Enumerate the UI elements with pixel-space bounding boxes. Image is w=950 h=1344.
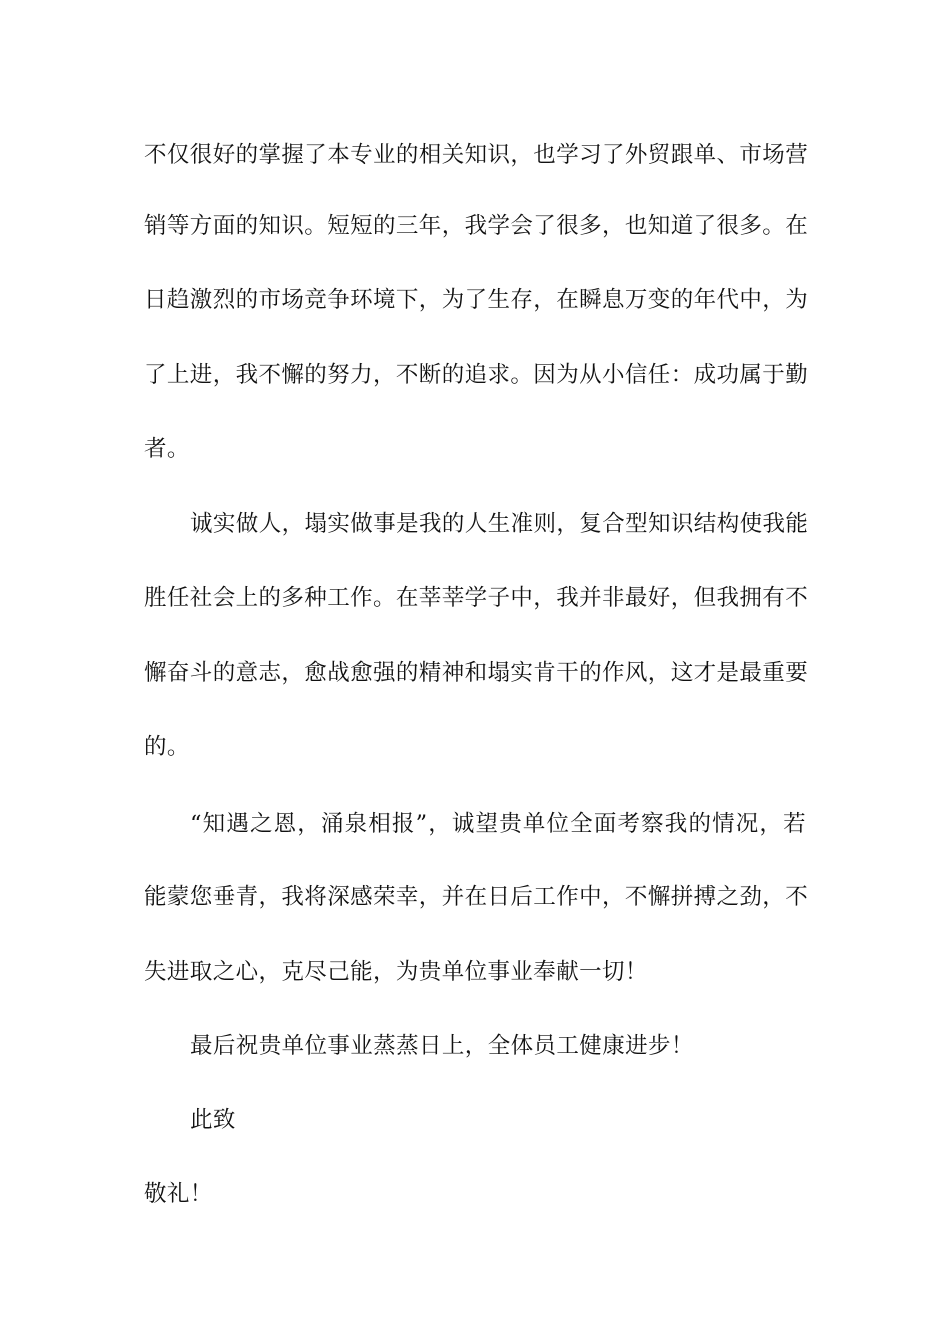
text-line: 失进取之心，克尽己能，为贵单位事业奉献一切！ bbox=[144, 959, 648, 985]
text-line: 日趋激烈的市场竞争环境下，为了生存，在瞬息万变的年代中，为 bbox=[144, 287, 809, 313]
text-line: 懈奋斗的意志，愈战愈强的精神和塌实肯干的作风，这才是最重要 bbox=[144, 660, 809, 686]
text-line: “知遇之恩，涌泉相报”，诚望贵单位全面考察我的情况，若 bbox=[190, 811, 806, 837]
text-line: 的。 bbox=[144, 734, 190, 760]
text-line: 诚实做人，塌实做事是我的人生准则，复合型知识结构使我能 bbox=[190, 511, 809, 537]
closing-jing-li: 敬礼！ bbox=[144, 1181, 213, 1207]
text-line: 胜任社会上的多种工作。在莘莘学子中，我并非最好，但我拥有不 bbox=[144, 585, 809, 611]
text-line: 销等方面的知识。短短的三年，我学会了很多，也知道了很多。在 bbox=[144, 213, 809, 239]
text-line: 者。 bbox=[144, 436, 190, 462]
text-line: 了上进，我不懈的努力，不断的追求。因为从小信任：成功属于勤 bbox=[144, 362, 809, 388]
text-line: 最后祝贵单位事业蒸蒸日上，全体员工健康进步！ bbox=[190, 1033, 694, 1059]
closing-ci-zhi: 此致 bbox=[190, 1107, 236, 1133]
text-line: 能蒙您垂青，我将深感荣幸，并在日后工作中，不懈拼搏之劲，不 bbox=[144, 884, 809, 910]
text-line: 不仅很好的掌握了本专业的相关知识，也学习了外贸跟单、市场营 bbox=[144, 142, 809, 168]
